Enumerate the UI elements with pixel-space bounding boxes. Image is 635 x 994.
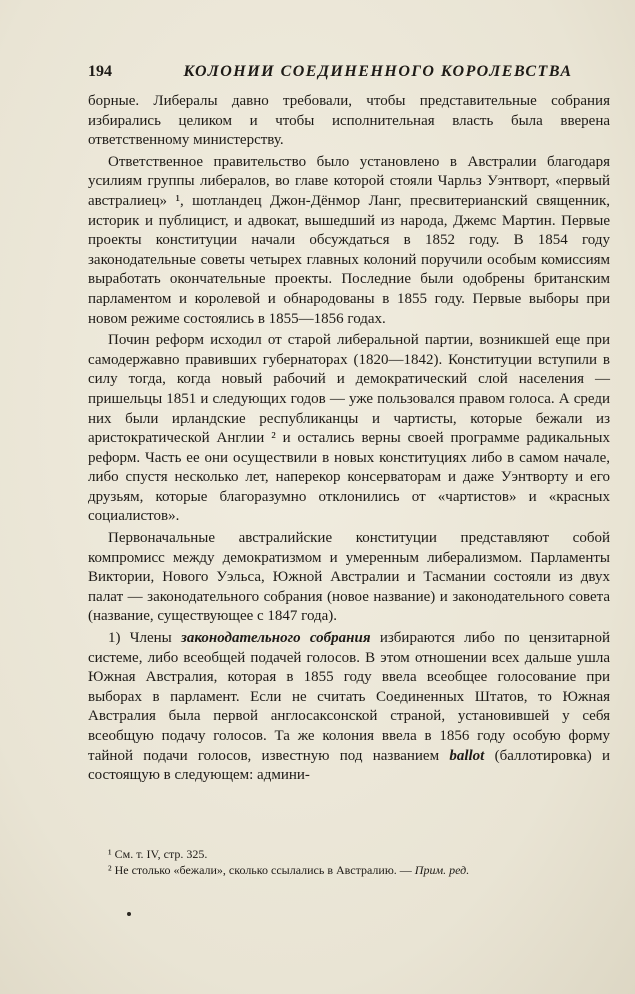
paragraph-5-part-2: (баллотировка) и состоящую в следующем: админи- <box>88 747 610 784</box>
page-number: 194 <box>88 63 112 80</box>
paragraph-4: Первоначальные австралийские конституции представляют собой компромисс между демократизмом и умеренным либерализмом. Парламенты Виктории, Нового Уэльса, Южной Австралии и Тасмании состояли из двух палат — законодательного собрания (новое название) и законодательного совета (название, существующее с 1847 года). <box>88 530 610 625</box>
paragraph-2: Ответственное правительство было установлено в Австралии благодаря усилиям группы либералов, во главе которой стояли Чарльз Уэнтворт, «первый австралиец» ¹, шотландец Джон-Дёнмор Ланг, пресвитерианский священник, историк и публицист, и адвокат, вышедший из народа, Джемс Мартин. Первые проекты конституции начали обсуждаться в 1852 году. В 1854 году законодательные советы четырех главных колоний поручили особым комиссиям выработать окончательные проекты. Последние были одобрены британским парламентом и королевой и обнародованы в 1855 году. Первые выборы при новом режиме состоялись в 1855—1856 годах. <box>88 153 610 327</box>
latin-term-ballot: ballot <box>449 747 485 764</box>
footnote-1: ¹ См. т. IV, стр. 325. <box>108 847 208 861</box>
footnotes <box>88 846 610 878</box>
emphasized-term: законодательного собрания <box>181 630 371 647</box>
paragraph-3: Почин реформ исходил от старой либеральной партии, возникшей еще при самодержавно правивших губернаторах (1820—1842). Конституции вступили в силу тогда, когда новый рабочий и демократический слой населения — пришельцы 1851 и следующих годов — уже пользовался правом голоса. А среди них были ирландские республиканцы и чартисты, которые бежали из аристократической Англии ² и остались верны своей программе радикальных реформ. Часть ее они осуществили в новых конституциях либо в самом начале, либо спустя несколько лет, наперекор консерваторам и даже Уэнтворту и его друзьям, которые благоразумно отклонились от «чартистов» и «красных социалистов». <box>88 332 610 525</box>
footnote-2-text: ² Не столько «бежали», сколько ссылались в Австралию. — <box>108 863 415 877</box>
footnote-2 <box>88 862 610 878</box>
paragraph-1: борные. Либералы давно требовали, чтобы представительные собрания избирались целиком и чтобы исполнительная власть была вверена ответственному министерству. <box>88 93 610 149</box>
paragraph-5-lead: 1) Члены <box>108 630 182 647</box>
running-title: КОЛОНИИ СОЕДИНЕННОГО КОРОЛЕВСТВА <box>183 63 573 80</box>
ink-speck <box>127 912 131 916</box>
paragraph-5 <box>88 629 610 786</box>
main-text <box>88 92 610 786</box>
editor-note: Прим. ред. <box>414 863 470 877</box>
paragraph-5-part-1: избираются либо по цензитарной системе, либо всеобщей подачей голосов. В этом отношении всех дальше ушла Южная Австралия, которая в 1855 году ввела всеобщее голосование при выборах в парламент. Если не считать Соединенных Штатов, то Южная Австралия была первой англосаксонской страной, установившей у себя всеобщую подачу голосов. Та же колония ввела в 1856 году особую форму тайной подачи голосов, известную под названием <box>88 630 610 764</box>
page-header <box>88 60 608 84</box>
